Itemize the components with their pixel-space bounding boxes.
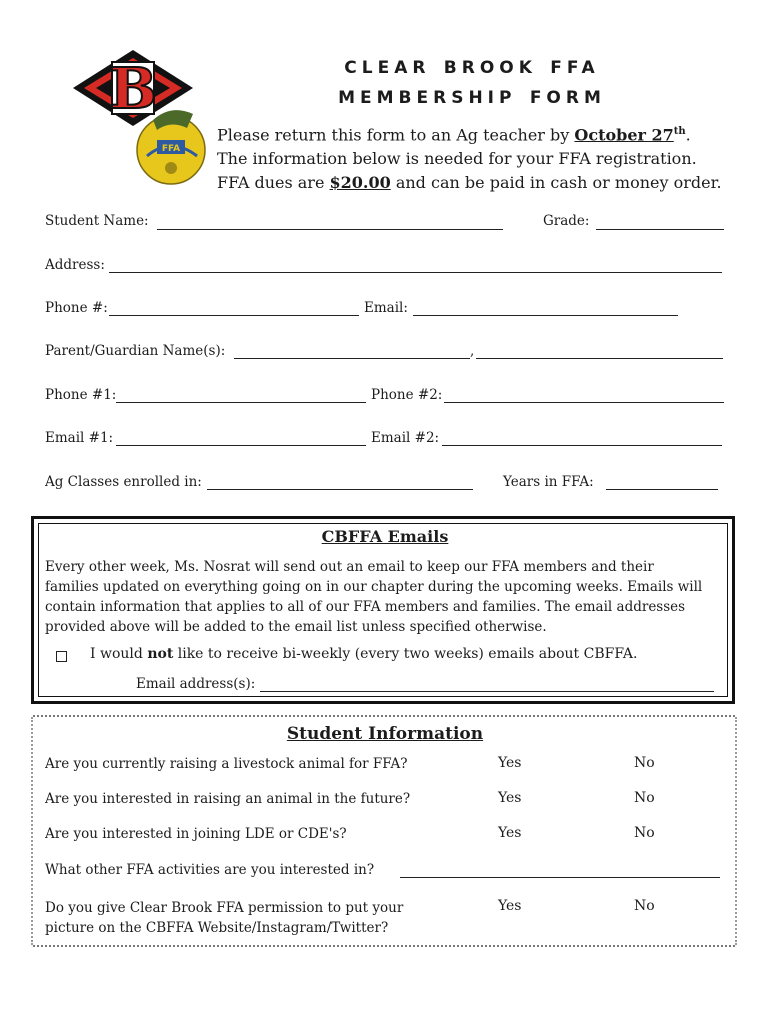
photo-permission-line-2: picture on the CBFFA Website/Instagram/Twitter?	[45, 920, 389, 936]
email-label: Email:	[364, 300, 408, 316]
years-ffa-label: Years in FFA:	[503, 474, 594, 490]
parent-name-2-field[interactable]	[476, 358, 723, 359]
parent-name-separator: ,	[470, 343, 475, 359]
optout-bold: not	[147, 646, 174, 662]
due-date: October 27	[574, 125, 674, 145]
ffa-emblem	[135, 106, 207, 186]
email-addresses-field[interactable]	[260, 691, 714, 692]
emails-para-line-4: provided above will be added to the email list unless specified otherwise.	[45, 619, 547, 635]
ag-classes-label: Ag Classes enrolled in:	[45, 474, 202, 490]
question-livestock: Are you currently raising a livestock animal for FFA?	[45, 756, 408, 772]
address-field[interactable]	[109, 272, 722, 273]
q1-yes-option[interactable]: Yes	[498, 755, 522, 771]
parent-names-label: Parent/Guardian Name(s):	[45, 343, 226, 359]
optout-suffix: like to receive bi-weekly (every two weeks) emails about CBFFA.	[173, 646, 638, 662]
phone1-label: Phone #1:	[45, 387, 117, 403]
q3-no-option[interactable]: No	[634, 825, 655, 841]
due-date-suffix: th	[673, 126, 686, 137]
q1-no-option[interactable]: No	[634, 755, 655, 771]
phone2-label: Phone #2:	[371, 387, 443, 403]
question-other-activities: What other FFA activities are you interested in?	[45, 862, 375, 878]
student-name-label: Student Name:	[45, 213, 149, 229]
intro-line1-prefix: Please return this form to an Ag teacher by	[217, 125, 575, 145]
email2-field[interactable]	[442, 445, 722, 446]
emblem-text: FFA	[161, 144, 181, 154]
intro-text	[217, 120, 722, 195]
optout-checkbox[interactable]	[56, 647, 67, 666]
email-field[interactable]	[413, 315, 678, 316]
intro-line2: The information below is needed for your FFA registration.	[217, 149, 697, 169]
grade-field[interactable]	[596, 229, 724, 230]
question-lde-cde: Are you interested in joining LDE or CDE's?	[45, 826, 347, 842]
photo-permission-line-1: Do you give Clear Brook FFA permission to put your	[45, 900, 404, 916]
student-name-field[interactable]	[157, 229, 503, 230]
logo-letter: B	[109, 56, 157, 122]
student-info-title: Student Information	[286, 724, 484, 744]
emails-para-line-2: families updated on everything going on in our chapter during the upcoming weeks. Emails will	[45, 579, 703, 595]
emails-para-line-3: contain information that applies to all of our FFA members and families. The email addresses	[45, 599, 686, 615]
intro-line1-end: .	[685, 125, 691, 145]
other-activities-field[interactable]	[400, 877, 720, 878]
phone1-field[interactable]	[116, 402, 366, 403]
email-addresses-label: Email address(s):	[136, 676, 256, 692]
dues-amount: $20.00	[329, 173, 391, 193]
optout-label	[90, 646, 637, 662]
question-future-animal: Are you interested in raising an animal in the future?	[45, 791, 411, 807]
q2-no-option[interactable]: No	[634, 790, 655, 806]
emails-para-line-1: Every other week, Ms. Nosrat will send out an email to keep our FFA members and their	[45, 559, 654, 575]
phone-label: Phone #:	[45, 300, 108, 316]
years-ffa-field[interactable]	[606, 489, 718, 490]
email1-label: Email #1:	[45, 430, 114, 446]
q5-no-option[interactable]: No	[634, 898, 655, 914]
q2-yes-option[interactable]: Yes	[498, 790, 522, 806]
phone2-field[interactable]	[444, 402, 724, 403]
intro-line3-suffix: and can be paid in cash or money order.	[390, 173, 722, 193]
address-label: Address:	[45, 257, 105, 273]
grade-label: Grade:	[543, 213, 590, 229]
phone-field[interactable]	[109, 315, 359, 316]
form-title	[272, 50, 672, 110]
emails-paragraph	[45, 557, 702, 637]
title-line-1: clear brook ffa	[344, 51, 600, 79]
q5-yes-option[interactable]: Yes	[498, 898, 522, 914]
emails-section-title: CBFFA Emails	[321, 527, 449, 546]
optout-prefix: I would	[90, 646, 148, 662]
email1-field[interactable]	[116, 445, 366, 446]
intro-line3-prefix: FFA dues are	[217, 173, 330, 193]
parent-name-1-field[interactable]	[234, 358, 470, 359]
question-photo-permission	[45, 898, 403, 938]
ag-classes-field[interactable]	[207, 489, 473, 490]
q3-yes-option[interactable]: Yes	[498, 825, 522, 841]
title-line-2: membership form	[338, 81, 606, 109]
email2-label: Email #2:	[371, 430, 440, 446]
